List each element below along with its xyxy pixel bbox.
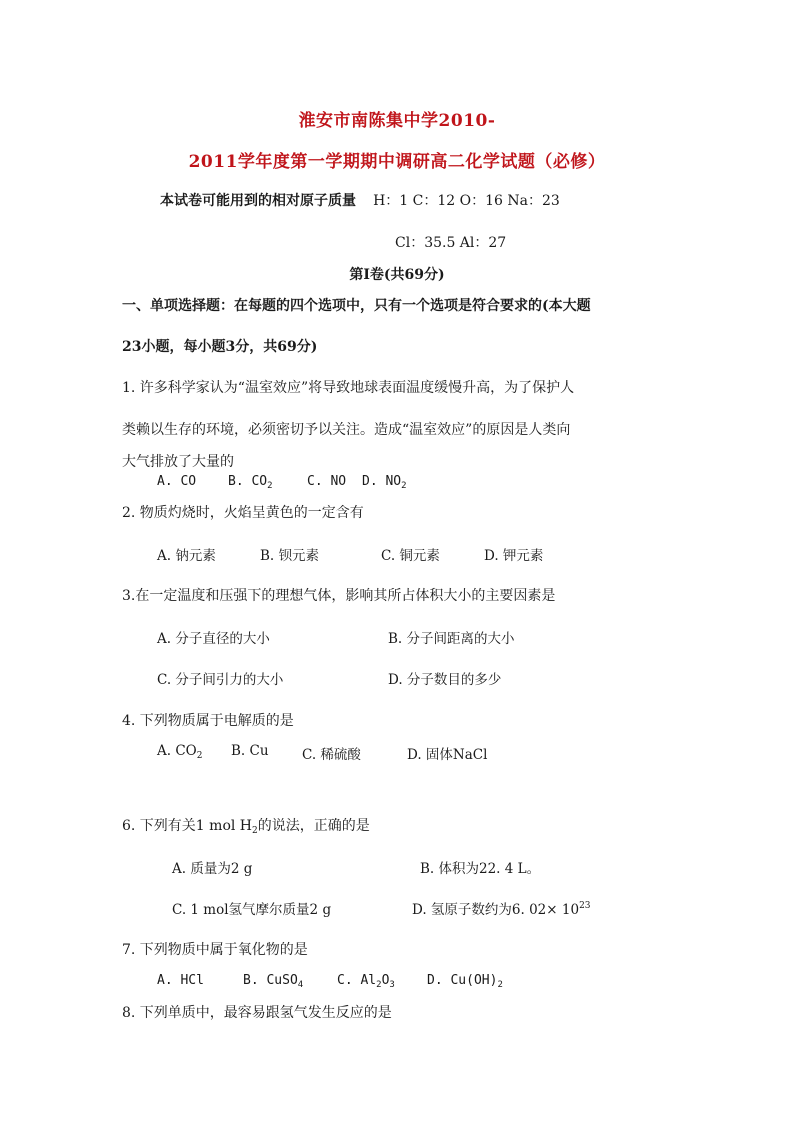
q3-option-a: A. 分子直径的大小 [157,631,270,647]
atomic-mass-label: 本试卷可能用到的相对原子质量 [160,193,356,209]
q1-stem-line3: 大气排放了大量的 [122,454,234,470]
q1-option-c: C. NO [307,474,347,489]
q4-option-a: A. $CO_2$ [157,743,203,761]
q8-stem: 8. 下列单质中，最容易跟氢气发生反应的是 [122,1005,392,1021]
q3-option-d: D. 分子数目的多少 [388,672,502,688]
q7-option-c: C. $Al_2O_3$ [337,973,395,990]
q1-option-b: B. $CO_2$ [228,474,273,491]
q4-stem: 4. 下列物质属于电解质的是 [122,713,294,729]
q7-option-a: A. HCl [157,973,204,988]
q1-option-d: D. $NO_2$ [362,474,407,491]
q6-option-d: D. 氢原子数约为6. $02\times 10^{23}$ [412,901,591,918]
section-instruction-2: 23小题，每小题3分，共69分) [122,339,318,355]
q6-option-c: C. 1 mol氢气摩尔质量2 g [172,902,332,918]
q2-option-b: B. 钡元素 [260,548,320,564]
q4-option-d: D. 固体NaCl [407,747,488,763]
section-instruction-1: 一、单项选择题：在每题的四个选项中，只有一个选项是符合要求的(本大题 [122,298,591,314]
atomic-mass-values-2: Cl：35.5 Al：27 [395,235,507,251]
q6-stem: 6. 下列有关1 mol $H_2$的说法，正确的是 [122,818,370,836]
exam-title-line1: 淮安市南陈集中学2010- [298,111,496,131]
section-heading: 第Ⅰ卷(共69分) [349,267,445,283]
q6-option-b: B. 体积为22. 4 L。 [420,861,541,877]
q2-stem: 2. 物质灼烧时，火焰呈黄色的一定含有 [122,505,364,521]
q3-option-c: C. 分子间引力的大小 [157,672,284,688]
exam-title-line2: 2011学年度第一学期期中调研高二化学试题（必修） [188,152,606,172]
q1-stem-line1: 1. 许多科学家认为“温室效应”将导致地球表面温度缓慢升高，为了保护人 [122,380,575,396]
q7-option-b: B. CuSO$_4$ [243,973,304,990]
q3-option-b: B. 分子间距离的大小 [388,631,515,647]
atomic-mass-line [160,190,560,210]
q1-stem-line2: 类赖以生存的环境，必须密切予以关注。造成“温室效应”的原因是人类向 [122,422,571,438]
q4-option-b: B. Cu [231,743,269,759]
q6-option-a: A. 质量为2 g [172,861,253,877]
q3-stem: 3.在一定温度和压强下的理想气体，影响其所占体积大小的主要因素是 [122,588,556,604]
atomic-mass-values: H：1 C：12 O：16 Na：23 [373,193,560,209]
q2-option-a: A. 钠元素 [157,548,216,564]
q1-option-a: A. CO [157,474,197,489]
q4-option-c: C. 稀硫酸 [302,747,361,763]
q2-option-c: C. 铜元素 [381,548,440,564]
q7-stem: 7. 下列物质中属于氧化物的是 [122,942,308,958]
q7-option-d: D. $Cu(OH)_2$ [427,973,503,990]
q2-option-d: D. 钾元素 [484,548,544,564]
